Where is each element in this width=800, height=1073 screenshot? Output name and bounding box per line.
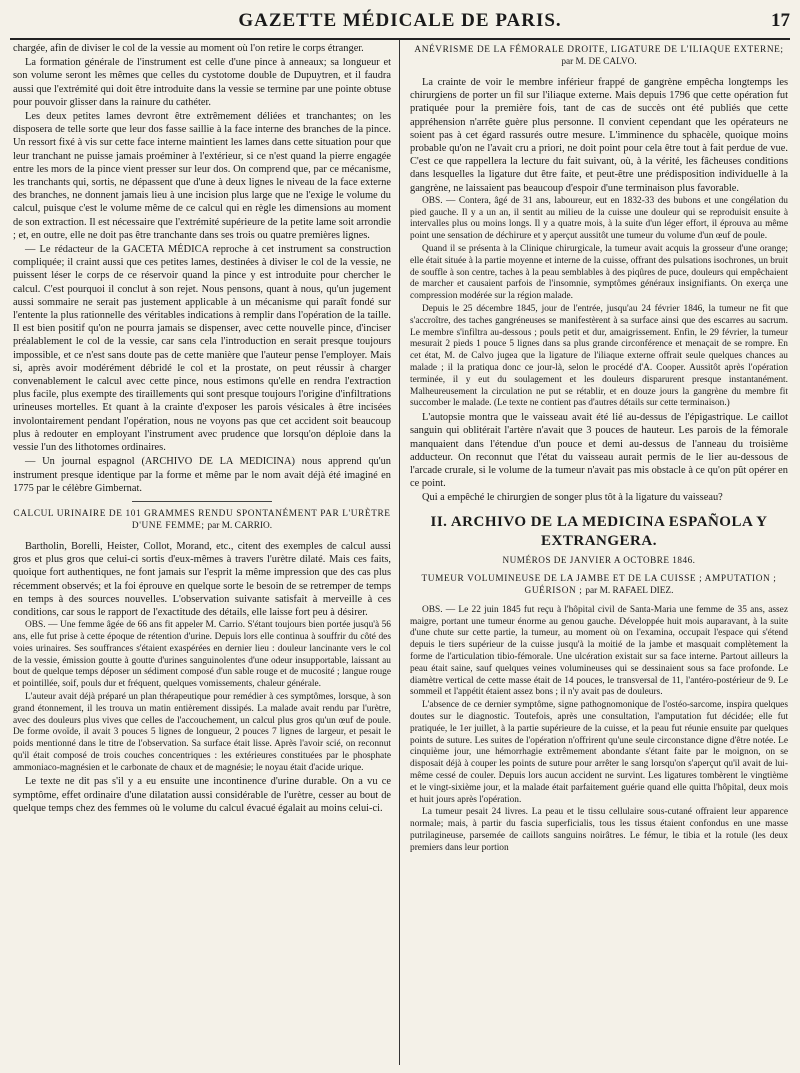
section-heading	[410, 573, 788, 597]
paragraph: La formation générale de l'instrument est celle d'une pince à anneaux; sa longueur et son volume seront les mêmes que celles du cystotome double de Dupuytren, et il faudra aussi que l'extrémité qui doit être introduite dans la vessie se termine par une pointe obtuse pour pouvoir glisser dans la rainure du cathéter.	[13, 57, 391, 108]
paragraph: La crainte de voir le membre inférieur frappé de gangrène empêcha longtemps les chirurgiens de porter un fil sur l'iliaque externe. Mais depuis 1796 que cette opération fut pratiquée pour la première fois, tant de cas de succès ont été publiés que cette appréhension n'arrête guère plus personne. Il convient cependant que les opérateurs ne soient pas à cet égard rassurés outre mesure. L'imminence du sphacèle, quoique moins probable qu'on ne l'avait cru a priori, ne doit point pour cela être tout à fait perdue de vue. C'est ce que rappellera la lecture du fait suivant, où, à la vérité, les fâcheuses conditions dans lesquelles la ligature dut être faite, et peut-être une prédisposition individuelle à la gangrène, ne laissaient pas beaucoup d'espoir d'une terminaison plus favorable.	[410, 77, 788, 194]
paragraph: chargée, afin de diviser le col de la vessie au moment où l'on retire le corps étranger.	[13, 43, 364, 54]
section-author: par M. RAFAEL DIEZ.	[585, 585, 674, 596]
journal-title: GAZETTE MÉDICALE DE PARIS.	[238, 10, 562, 31]
observation-paragraph: Depuis le 25 décembre 1845, jour de l'entrée, jusqu'au 24 février 1846, la tumeur ne fit que s'accroître, des taches gangréneuses se manifestèrent à sa surface ainsi que des escarres au sacrum. Le membre s'infiltra au-dessous ; pouls petit et dur, amaigrissement. Enfin, le 29 février, la tumeur mesurait 2 pieds 1 pouce 5 lignes dans sa plus grande circonférence et menaçait de se rompre. En cet état, M. de Calvo jugea que la ligature de l'iliaque externe offrait seule quelques chances au malade ; il la pratiqua donc ce jour-là, selon le procédé d'A. Cooper. Aussitôt après l'opération terminée, il y eut du soulagement et les douleurs disparurent presque instantanément. Malheureusement la circulation ne put se rétablir, et en douze jours la gangrène du membre fit succomber le malade. (Le texte ne contient pas d'autres détails sur cette terminaison.)	[410, 304, 788, 409]
paragraph: Le texte ne dit pas s'il y a eu ensuite une incontinence d'urine durable. On a vu ce symptôme, effet ordinaire d'une dilatation aussi considérable de l'urètre, cesser au bout de quelque temps chez des femmes où le volume du calcul évacué égalait au moins celui-ci.	[13, 776, 391, 814]
page-number: 17	[771, 10, 790, 31]
section-title: TUMEUR VOLUMINEUSE DE LA JAMBE ET DE LA CUISSE ; AMPUTATION ; GUÉRISON ;	[421, 573, 777, 596]
observation-paragraph: Quand il se présenta à la Clinique chirurgicale, la tumeur avait acquis la grosseur d'une orange; elle était située à la partie moyenne et interne de la cuisse, offrant des pulsations isochrones, un bruit de souffle à son centre, taches à la peau semblables à des piqûres de puce, douleurs qui empêchaient de marcher et causaient parfois de l'insomnie, symptômes généraux insignifiants. On exerça une compression modérée sur la région malade.	[410, 244, 788, 302]
section-author: par M. DE CALVO.	[561, 57, 637, 67]
observation-paragraph: OBS. — Contera, âgé de 31 ans, laboureur, eut en 1832-33 des bubons et une congélation du pied gauche. Il y a un an, il sentit au milieu de la cuisse une douleur qui se reproduisit ensuite à intervalles plus ou moins longs. Il y a quatre mois, à la suite d'un léger effort, il éprouva au même point une sensation de déchirure et y aperçut aussitôt une tumeur du volume d'un œuf de poule.	[410, 195, 788, 242]
section-heading	[13, 508, 391, 532]
major-section-title: II. ARCHIVO DE LA MEDICINA ESPAÑOLA Y EXTRANGERA.	[430, 513, 768, 549]
paragraph: L'autopsie montra que le vaisseau avait été lié au-dessus de l'épigastrique. Le caillot sanguin qui oblitérait l'artère n'avait que 3 pouces de hauteur. Les parois de la fémorale manquaient dans l'étendue d'un pouce et demi au-dessus de l'anneau du troisième adducteur. On reconnut que l'état du vaisseau aurait permis de le lier au-dessous de l'arcade crurale, si le volume de la tumeur n'avait pas mis obstacle à ce qu'on pût opérer en ce point.	[410, 412, 788, 490]
section-heading	[410, 44, 788, 68]
paragraph: Bartholin, Borelli, Heister, Collot, Morand, etc., citent des exemples de calcul aussi gros et plus gros que celui-ci sortis d'eux-mêmes à travers l'urètre dilaté. Mais ces faits, quoique fort authentiques, ne font jamais sur l'esprit la même impression que des cas plus récemment observés; et la foi éprouve en quelque sorte le besoin de se retremper de temps en temps à des sources nouvelles. L'observation suivante satisfait à merveille à ces conditions, car sous le rapport de l'exactitude des détails, elle laisse fort peu à désirer.	[13, 540, 391, 618]
section-author: par M. CARRIO.	[207, 520, 273, 531]
major-section-subtitle: NUMÉROS DE JANVIER A OCTOBRE 1846.	[502, 554, 696, 565]
right-column	[410, 42, 788, 1067]
section-title: CALCUL URINAIRE DE 101 GRAMMES RENDU SPONTANÉMENT PAR L'URÈTRE D'UNE FEMME;	[13, 508, 391, 531]
paragraph: — Le rédacteur de la GACETA MÉDICA reproche à cet instrument sa construction compliquée; il craint aussi que ces petites lames, destinées à diviser le col de la vessie, ne puissent léser le corps de ce réservoir quand la pince y est introduite pour chercher le calcul. C'est pourquoi il conclut à son rejet. Nous pensons, quant à nous, qu'un jugement aussi sommaire ne serait pas justement applicable à un mécanisme qui paraît fondé sur l'entente la plus rationnelle des véritables indications à remplir dans l'opération de la taille. Il est bien positif qu'on ne pourra jamais se dispenser, avec cette nouvelle pince, d'inciser préalablement le col de la vessie, car sans cela l'introduction en serait presque toujours impossible, et ce n'est sans doute pas de cette manière que l'auteur pense l'employer. Mais si, après avoir modérément débridé le col et la prostate, on peut réussir à charger convenablement le calcul avec cette pince, nous estimons qu'elle en rendra l'extraction plus facile, plus exempte des tiraillements qui sont presque toujours l'origine d'infiltrations urineuses mortelles. Et quant à la crainte d'exposer les parois vésicales à être incisées involontairement pendant l'opération, nous ne voyons pas que cet accident soit beaucoup plus à redouter en employant l'instrument avec prudence que lorsqu'on déploie dans la vessie l'un des lithotomes ordinaires.	[13, 244, 391, 454]
observation-paragraph: L'auteur avait déjà préparé un plan thérapeutique pour remédier à ces symptômes, lorsque, à son grand étonnement, il les trouva un matin entièrement dissipés. La malade avait rendu par l'urètre, avec des douleurs plus vives que celles de l'accouchement, un calcul plus gros qu'un œuf de poule. De forme ovoïde, il avait 3 pouces 5 lignes de longueur, 2 pouces 7 lignes de largeur, et pesait le poids mentionné dans le titre de l'observation. Sa surface était lisse. Après l'avoir scié, on reconnut qu'il était composé de trois couches concentriques : les extérieures constituées par le phosphate ammoniaco-magnésien et le carbonate de chaux et de magnésie; le noyau était d'acide urique.	[13, 691, 391, 773]
observation-paragraph: La tumeur pesait 24 livres. La peau et le tissu cellulaire sous-cutané offraient leur apparence normale; mais, à partir du fascia superficialis, tous les tissus étaient confondus en une masse putrilagineuse, parsemée de caillots sanguins noirâtres. Le fémur, le tibia et la rotule (les deux premiers dans leur portion	[410, 807, 788, 853]
paragraph: Qui a empêché le chirurgien de songer plus tôt à la ligature du vaisseau?	[422, 492, 723, 504]
observation-paragraph: L'absence de ce dernier symptôme, signe pathognomonique de l'ostéo-sarcome, inspira quelques doutes sur le diagnostic. Toutefois, après une consultation, l'amputation fut décidée; elle fut pratiquée, le 1er juillet, à la partie supérieure de la cuisse, et la peau fut réunie ensuite par quelques points de suture. Les suites de l'opération n'offrirent qu'une seule circonstance digne d'être notée. Le cinquième jour, une hémorrhagie extrêmement abondante s'étant faite par le moignon, on se disposait déjà à couper les points de suture pour arrêter le sang lorsqu'on s'aperçut qu'il avait de lui-même cessé de couler. Depuis lors aucun accident ne survint. Les ligatures tombèrent le vingtième et le vingt-sixième jour, et la malade était parfaitement guérie quand elle quitta l'hôpital, deux mois et huit jours après l'opération.	[410, 700, 788, 805]
section-title: ANÉVRISME DE LA FÉMORALE DROITE, LIGATURE DE L'ILIAQUE EXTERNE;	[414, 45, 784, 55]
observation-paragraph: OBS. — Le 22 juin 1845 fut reçu à l'hôpital civil de Santa-Maria une femme de 35 ans, assez maigre, portant une tumeur énorme au genou gauche. Développée huit mois auparavant, à la suite d'une chute sur cette partie, la tumeur, au moment où on l'examina, occupait l'espace qui s'étend depuis le tiers supérieur de la cuisse jusqu'à la moitié de la jambe et masquait complètement la forme de l'articulation tibio-fémorale. Une ulcération existait sur sa face interne. Partout ailleurs la peau était saine, sauf quelques veines volumineuses qui se dessinaient sous sa face profonde. Le diamètre vertical de cette masse était de 14 pouces, le transversal de 11, l'antéro-postérieur de 9. Le sommeil et l'appétit étaient assez bons ; il n'y avait pas de douleurs.	[410, 604, 788, 698]
paragraph: Les deux petites lames devront être extrêmement déliées et tranchantes; on les disposera de telle sorte que leur dos fasse saillie à la face interne des branches de la pince. Un ressort fixé à vis sur cette face interne maintient les lames dans cette situation pour que leur tranchant ne puisse jamais proéminer à l'extérieur, si ce n'est quand la pierre engagée entre les mors de la pince vient presser sur leur dos. On comprend que, par ce mécanisme, les tranchants qui, sortis, ne dépassent que d'une à deux lignes le niveau de la face externe des branches, ne donnent jamais lieu à une incision plus large que ne l'exige le volume du calcul, puisque c'est le volume même de ce calcul qui en règle les dimensions au moment de son extraction. Il est nécessaire que l'extrémité supérieure de la petite lame soit arrondie ; et, en outre, elle ne doit pas être tranchante dans ses trois ou quatre premières lignes.	[13, 111, 391, 241]
paragraph: — Un journal espagnol (ARCHIVO DE LA MEDICINA) nous apprend qu'un instrument presque identique par la forme et même par le nom avait déjà été imaginé en 1775 par le célèbre Gimbernat.	[13, 456, 391, 494]
section-rule	[132, 501, 272, 502]
observation-paragraph: OBS. — Une femme âgée de 66 ans fit appeler M. Carrio. S'étant toujours bien portée jusqu'à 56 ans, elle fut prise à cette époque de rétention d'urine. Depuis lors elle continua à souffrir du côté des voies urinaires. Ses souffrances s'étaient exaspérées en dernier lieu : douleur lancinante vers le col de la vessie, émission goutte à goutte d'urines sanguinolentes d'une odeur insupportable, laissant au bout de quelque temps déposer un sédiment composé d'un sable rouge et de mucosité ; langue rouge et pointillée, soif, pouls dur et fréquent, quelques vomissements, chaleur générale.	[13, 620, 391, 690]
column-divider	[399, 40, 400, 1065]
left-column	[13, 42, 391, 1067]
page-header	[10, 8, 790, 40]
